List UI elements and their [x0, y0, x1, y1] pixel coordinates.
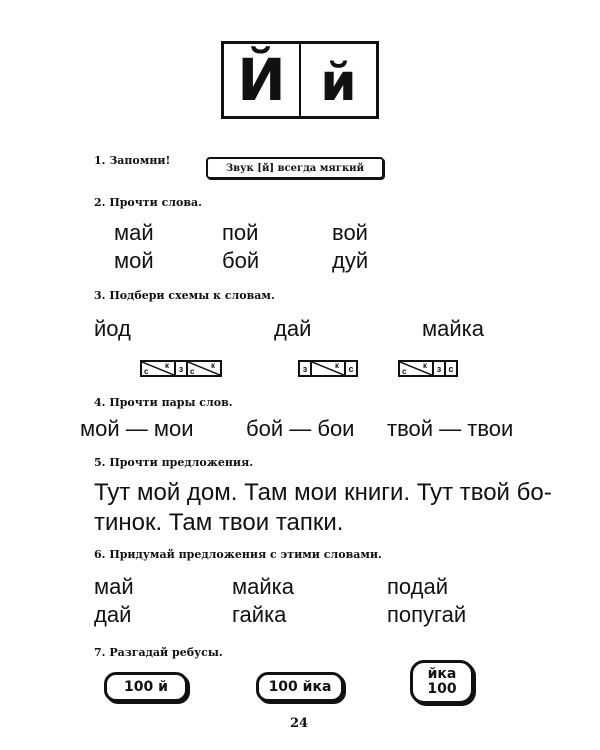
task4-label: 4. Прочти пары слов. [94, 396, 233, 409]
rebus-3-bottom: 100 [427, 681, 457, 697]
scheme-cell-consonant: с [344, 360, 358, 377]
scheme-cell-split: к [310, 360, 346, 377]
scheme-cell-consonant: с [444, 360, 458, 377]
word: бой [222, 248, 260, 273]
word: дай [274, 316, 312, 341]
task5-label: 5. Прочти предложения. [94, 456, 254, 469]
word: мой [114, 248, 154, 273]
rebus-3 [410, 660, 474, 704]
word: май [114, 220, 154, 245]
word: дай [94, 602, 132, 627]
rebus-2: 100 йка [256, 672, 344, 702]
task3-label: 3. Подбери схемы к словам. [94, 289, 275, 302]
scheme-cell-consonant: з [298, 360, 312, 377]
scheme-cell-split: с к [398, 360, 434, 377]
scheme-cell-consonant: з [432, 360, 446, 377]
word: майка [422, 316, 484, 341]
sound-scheme-2 [298, 360, 358, 377]
scheme-cell-split: с к [140, 360, 176, 377]
rebus-1: 100 й [104, 672, 188, 702]
rebus-3-top: йка [427, 666, 457, 682]
task2-label: 2. Прочти слова. [94, 196, 202, 209]
word: дуй [332, 248, 369, 273]
task6-label: 6. Придумай предложения с этими словами. [94, 548, 382, 561]
sentence-line: тинок. Там твои тапки. [94, 509, 344, 536]
word-pair: твой — твои [387, 416, 514, 441]
sentence-line: Тут мой дом. Там мои книги. Тут твой бо- [94, 479, 552, 506]
word: подай [387, 574, 449, 599]
word-pair: бой — бои [246, 416, 355, 441]
task7-label: 7. Разгадай ребусы. [94, 646, 223, 659]
word: пой [222, 220, 259, 245]
scheme-cell-split: с к [186, 360, 222, 377]
word-pair: мой — мои [80, 416, 194, 441]
task1-label: 1. Запомни! [94, 154, 171, 167]
letter-upper: Й [224, 44, 301, 116]
word: вой [332, 220, 368, 245]
word: май [94, 574, 134, 599]
sound-scheme-3 [398, 360, 458, 377]
word: йод [94, 316, 131, 341]
page-number: 24 [290, 716, 309, 731]
word: майка [232, 574, 294, 599]
rule-box: Звук [й] всегда мягкий [206, 157, 384, 179]
sound-scheme-1 [140, 360, 222, 377]
letter-header [221, 41, 379, 119]
letter-lower: й [320, 53, 357, 113]
word: гайка [232, 602, 287, 627]
scheme-cell-consonant: з [174, 360, 188, 377]
word: попугай [387, 602, 467, 627]
